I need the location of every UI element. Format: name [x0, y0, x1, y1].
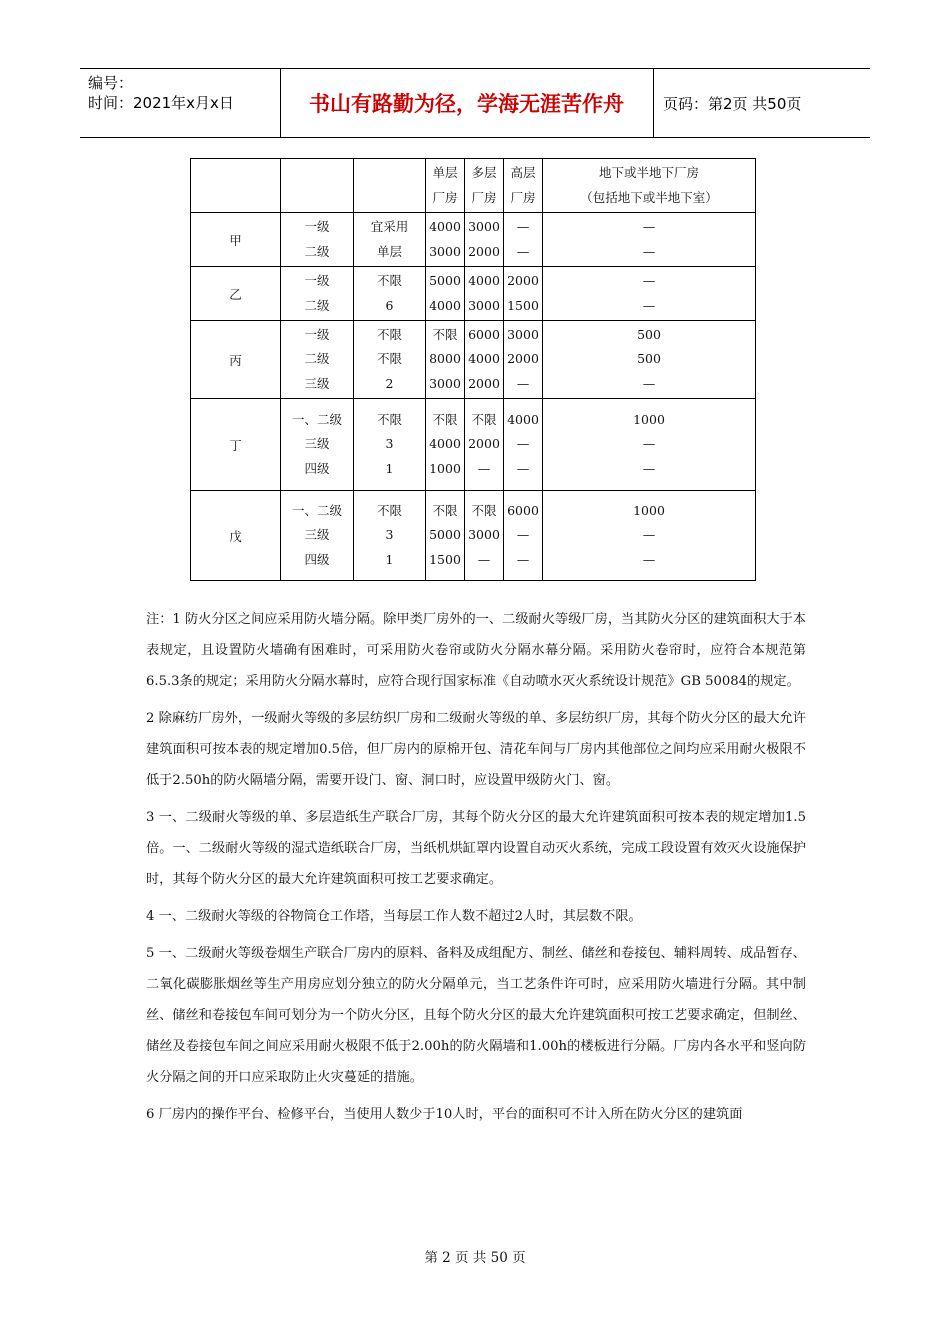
cell-value: 二级 — [304, 351, 330, 367]
single-storey-cell — [426, 213, 465, 267]
cell-value: — — [642, 375, 656, 391]
header-text: 多层 — [471, 165, 497, 180]
header-divider — [653, 69, 654, 137]
header-page-info: 页码：第2页 共50页 — [663, 94, 802, 113]
floors-cell — [354, 267, 426, 321]
cell-value: 500 — [637, 326, 661, 342]
header-cell-high-rise — [504, 159, 543, 213]
category-cell: 甲 — [191, 213, 281, 267]
cell-value: 6000 — [507, 502, 539, 518]
cell-value: 不限 — [376, 351, 402, 367]
grade-cell — [281, 399, 354, 491]
header-text: （包括地下或半地下室） — [580, 189, 718, 205]
note-paragraph: 5 一、二级耐火等级卷烟生产联合厂房内的原料、备料及成组配方、制丝、储丝和卷接包、辅料周转、成品暂存、二氧化碳膨胀烟丝等生产用房应划分独立的防火分隔单元，当工艺条件许可时，应采用防火墙进行分隔。其中制丝、储丝和卷接包车间可划分为一个防火分区，且每个防火分区的最大允许建筑面积可按工艺要求确定，但制丝、储丝及卷接包车间之间应采用耐火极限不低于2.00h的防火隔墙和1.00h的楼板进行分隔。厂房内各水平和竖向防火分隔之间的开口应采取防止火灾蔓延的措施。 — [146, 946, 806, 1085]
note-paragraph: 注：1 防火分区之间应采用防火墙分隔。除甲类厂房外的一、二级耐火等级厂房，当其防火分区的建筑面积大于本表规定，且设置防火墙确有困难时，可采用防火卷帘或防火分隔水幕分隔。采用防火卷帘时，应符合本规范第6.5.3条的规定；采用防火分隔水幕时，应符合现行国家标准《自动喷水灭火系统设计规范》GB 50084的规定。 — [146, 612, 806, 689]
single-storey-cell — [426, 491, 465, 581]
cell-value: — — [642, 460, 656, 476]
header-text: 地下或半地下厂房 — [598, 165, 699, 180]
cell-value: 4000 — [429, 297, 461, 313]
cell-value: — — [642, 297, 656, 313]
cell-value: 8000 — [429, 351, 461, 367]
grade-cell — [281, 321, 354, 399]
cell-value: 3000 — [429, 243, 461, 259]
cell-value: 四级 — [304, 460, 330, 476]
cell-value: 1 — [385, 551, 394, 567]
multi-storey-cell — [465, 399, 504, 491]
header-cell-empty — [191, 159, 281, 213]
cell-value: 不限 — [471, 411, 497, 427]
cell-value: 不限 — [376, 326, 402, 342]
document-date: 时间：2021年x月x日 — [88, 94, 234, 112]
cell-value: — — [516, 460, 530, 476]
table-row — [191, 321, 756, 399]
cell-value: 6000 — [468, 326, 500, 342]
cell-value: — — [642, 551, 656, 567]
header-cell-empty — [354, 159, 426, 213]
underground-cell — [543, 213, 756, 267]
cell-value: 不限 — [432, 502, 458, 518]
cell-value: 不限 — [432, 411, 458, 427]
header-cell-multi-storey — [465, 159, 504, 213]
cell-value: — — [642, 243, 656, 259]
multi-storey-cell — [465, 491, 504, 581]
cell-value: — — [642, 273, 656, 288]
floors-cell — [354, 399, 426, 491]
high-rise-cell — [504, 491, 543, 581]
high-rise-cell — [504, 267, 543, 321]
single-storey-cell — [426, 321, 465, 399]
underground-cell — [543, 399, 756, 491]
cell-value: 不限 — [376, 411, 402, 427]
document-code-label: 编号： — [88, 74, 134, 92]
floors-cell — [354, 213, 426, 267]
category-cell: 乙 — [191, 267, 281, 321]
note-paragraph: 4 一、二级耐火等级的谷物筒仓工作塔，当每层工作人数不超过2人时，其层数不限。 — [146, 909, 642, 924]
cell-value: — — [477, 460, 491, 476]
single-storey-cell — [426, 267, 465, 321]
cell-value: — — [516, 551, 530, 567]
cell-value: 6 — [385, 297, 394, 313]
cell-value: 一级 — [304, 326, 330, 342]
floors-cell — [354, 491, 426, 581]
cell-value: 2 — [385, 375, 394, 391]
cell-value: 四级 — [304, 551, 330, 567]
cell-value: 4000 — [468, 351, 500, 367]
underground-cell — [543, 321, 756, 399]
cell-value: 二级 — [304, 297, 330, 313]
cell-value: 不限 — [432, 326, 458, 342]
header-text: 厂房 — [432, 189, 458, 205]
note-paragraph: 6 厂房内的操作平台、检修平台，当使用人数少于10人时，平台的面积可不计入所在防火分区的建筑面 — [146, 1107, 743, 1122]
cell-value: 三级 — [304, 436, 330, 452]
grade-cell — [281, 213, 354, 267]
cell-value: 3000 — [468, 297, 500, 313]
cell-value: — — [642, 219, 656, 234]
cell-value: 二级 — [304, 243, 330, 259]
cell-value: 不限 — [376, 502, 402, 518]
floors-cell — [354, 321, 426, 399]
cell-value: 三级 — [304, 375, 330, 391]
cell-value: 宜采用 — [370, 219, 409, 234]
cell-value: 1000 — [633, 411, 665, 427]
cell-value: — — [642, 527, 656, 543]
cell-value: 2000 — [507, 351, 539, 367]
header-text: 高层 — [510, 165, 536, 180]
fire-compartment-table — [190, 158, 756, 581]
cell-value: — — [516, 527, 530, 543]
cell-value: 5000 — [429, 527, 461, 543]
cell-value: 不限 — [471, 502, 497, 518]
high-rise-cell — [504, 321, 543, 399]
cell-value: 一级 — [304, 219, 330, 234]
cell-value: — — [516, 243, 530, 259]
cell-value: 3000 — [507, 326, 539, 342]
cell-value: — — [642, 436, 656, 452]
single-storey-cell — [426, 399, 465, 491]
note-paragraph: 2 除麻纺厂房外，一级耐火等级的多层纺织厂房和二级耐火等级的单、多层纺织厂房，其每个防火分区的最大允许建筑面积可按本表的规定增加0.5倍，但厂房内的原棉开包、清花车间与厂房内其他部位之间均应采用耐火极限不低于2.50h的防火隔墙分隔，需要开设门、窗、洞口时，应设置甲级防火门、窗。 — [146, 711, 806, 788]
cell-value: 4000 — [507, 411, 539, 427]
cell-value: 500 — [637, 351, 661, 367]
grade-cell — [281, 491, 354, 581]
cell-value: 2000 — [507, 273, 539, 288]
cell-value: 4000 — [429, 219, 461, 234]
underground-cell — [543, 267, 756, 321]
cell-value: — — [516, 436, 530, 452]
cell-value: 单层 — [376, 243, 402, 259]
table-row — [191, 399, 756, 491]
header-meta — [88, 73, 234, 113]
cell-value: 3 — [385, 436, 394, 452]
table-row — [191, 267, 756, 321]
cell-value: 三级 — [304, 527, 330, 543]
category-cell: 丙 — [191, 321, 281, 399]
note-paragraph: 3 一、二级耐火等级的单、多层造纸生产联合厂房，其每个防火分区的最大允许建筑面积可按本表的规定增加1.5倍。一、二级耐火等级的湿式造纸联合厂房，当纸机烘缸罩内设置自动灭火系统，完成工段设置有效灭火设施保护时，其每个防火分区的最大允许建筑面积可按工艺要求确定。 — [146, 810, 806, 887]
header-motto: 书山有路勤为径，学海无涯苦作舟 — [309, 92, 624, 116]
cell-value: 一、二级 — [291, 502, 342, 518]
table-header-row — [191, 159, 756, 213]
multi-storey-cell — [465, 213, 504, 267]
table-row — [191, 491, 756, 581]
cell-value: 一级 — [304, 273, 330, 288]
category-cell: 戊 — [191, 491, 281, 581]
cell-value: 2000 — [468, 375, 500, 391]
cell-value: 4000 — [429, 436, 461, 452]
cell-value: 1000 — [429, 460, 461, 476]
cell-value: 5000 — [429, 273, 461, 288]
document-header — [80, 68, 870, 138]
header-cell-empty — [281, 159, 354, 213]
cell-value: 3 — [385, 527, 394, 543]
cell-value: 3000 — [468, 219, 500, 234]
category-cell: 丁 — [191, 399, 281, 491]
grade-cell — [281, 267, 354, 321]
cell-value: — — [516, 219, 530, 234]
cell-value: 4000 — [468, 273, 500, 288]
cell-value: 3000 — [468, 527, 500, 543]
cell-value: 2000 — [468, 436, 500, 452]
multi-storey-cell — [465, 267, 504, 321]
cell-value: 1000 — [633, 502, 665, 518]
cell-value: 1 — [385, 460, 394, 476]
header-text: 厂房 — [471, 189, 497, 205]
header-text: 厂房 — [510, 189, 536, 205]
table-notes — [146, 604, 806, 1136]
cell-value: 1500 — [429, 551, 461, 567]
header-cell-underground — [543, 159, 756, 213]
page-footer: 第 2 页 共 50 页 — [424, 1250, 526, 1266]
table-row — [191, 213, 756, 267]
high-rise-cell — [504, 213, 543, 267]
cell-value: 2000 — [468, 243, 500, 259]
cell-value: 不限 — [376, 273, 402, 288]
underground-cell — [543, 491, 756, 581]
header-text: 单层 — [432, 165, 458, 180]
cell-value: 一、二级 — [291, 411, 342, 427]
cell-value: 3000 — [429, 375, 461, 391]
multi-storey-cell — [465, 321, 504, 399]
cell-value: — — [477, 551, 491, 567]
high-rise-cell — [504, 399, 543, 491]
cell-value: 1500 — [507, 297, 539, 313]
header-cell-single-storey — [426, 159, 465, 213]
cell-value: — — [516, 375, 530, 391]
